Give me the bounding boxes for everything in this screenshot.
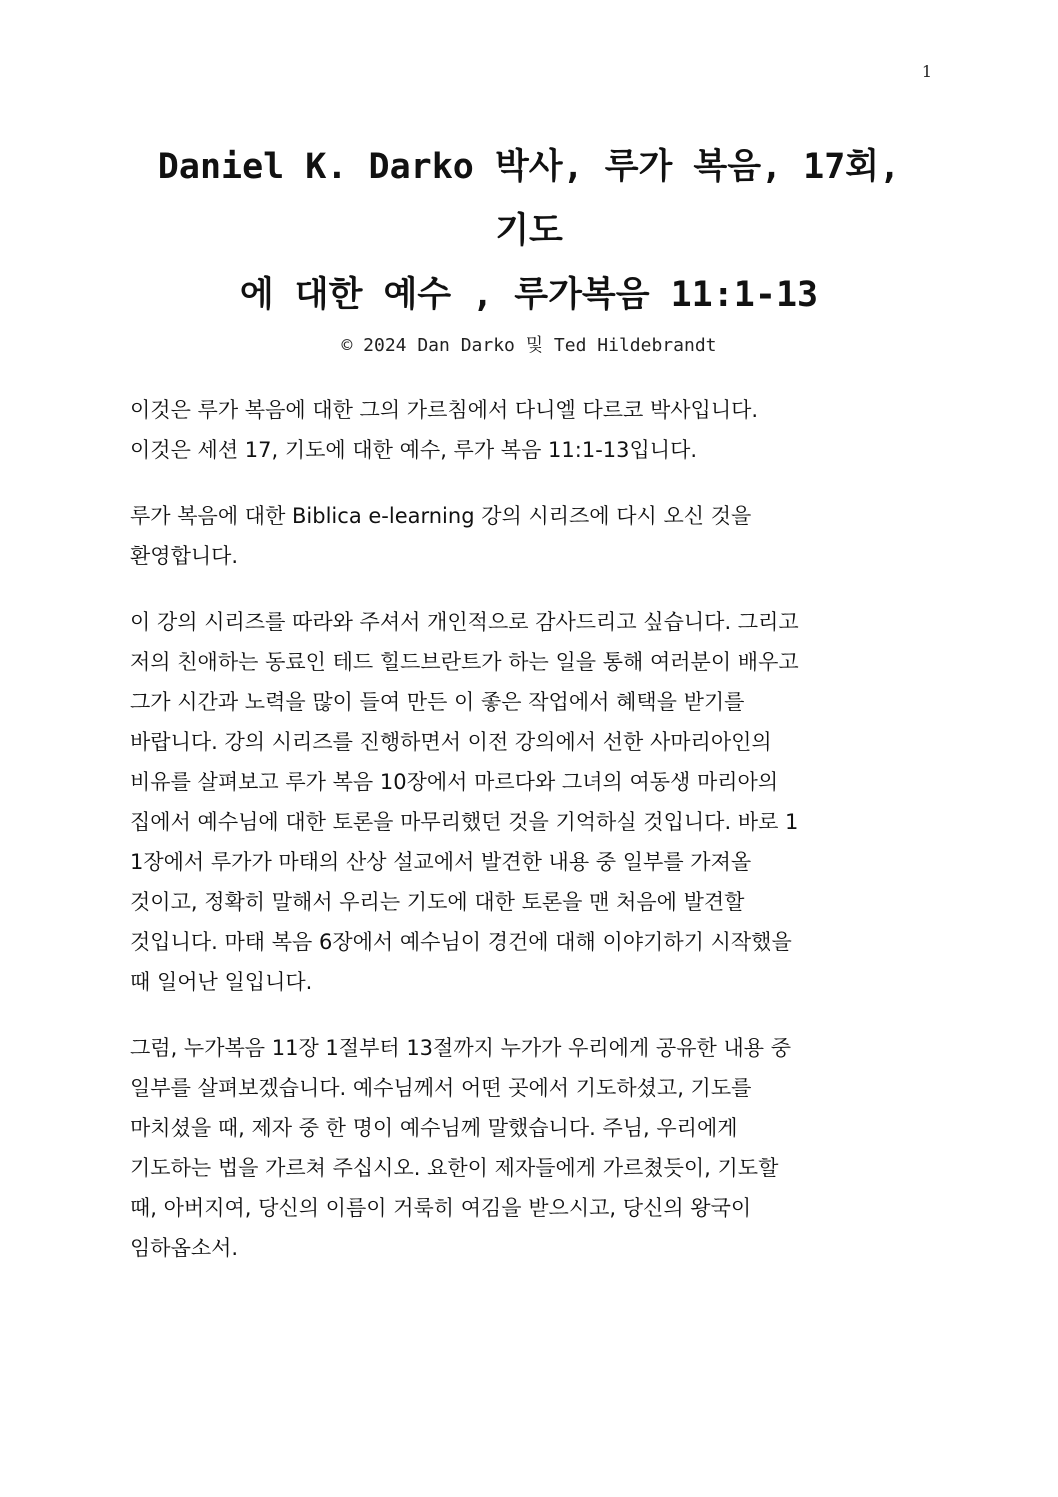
paragraph-line: 일부를 살펴보겠습니다. 예수님께서 어떤 곳에서 기도하셨고, 기도를: [130, 1076, 752, 1100]
title-line-3: 에 대한 예수 , 루가복음 11:1-13: [239, 275, 819, 315]
title-line-2: 기도: [495, 211, 563, 251]
paragraph-line: 비유를 살펴보고 루가 복음 10장에서 마르다와 그녀의 여동생 마리아의: [130, 770, 779, 794]
page-number: 1: [921, 62, 932, 81]
paragraph-line: 임하옵소서.: [130, 1236, 239, 1260]
title-block: [110, 135, 948, 359]
paragraph-line: 바랍니다. 강의 시리즈를 진행하면서 이전 강의에서 선한 사마리아인의: [130, 730, 772, 754]
paragraph-line: 그가 시간과 노력을 많이 들여 만든 이 좋은 작업에서 혜택을 받기를: [130, 690, 745, 714]
body-text: [130, 390, 930, 1294]
paragraph-line: 환영합니다.: [130, 544, 239, 568]
paragraph-line: 루가 복음에 대한 Biblica e-learning 강의 시리즈에 다시 오신 것을: [130, 504, 752, 528]
paragraph-line: 기도하는 법을 가르쳐 주십시오. 요한이 제자들에게 가르쳤듯이, 기도할: [130, 1156, 779, 1180]
paragraph-line: 그럼, 누가복음 11장 1절부터 13절까지 누가가 우리에게 공유한 내용 중: [130, 1036, 791, 1060]
copyright-line: © 2024 Dan Darko 및 Ted Hildebrandt: [341, 335, 717, 356]
paragraph-line: 이것은 루가 복음에 대한 그의 가르침에서 다니엘 다르코 박사입니다.: [130, 398, 759, 422]
paragraph-2: [130, 496, 930, 576]
title-line-1: Daniel K. Darko 박사, 루가 복음, 17회,: [157, 147, 901, 187]
paragraph-line: 때, 아버지여, 당신의 이름이 거룩히 여김을 받으시고, 당신의 왕국이: [130, 1196, 752, 1220]
paragraph-line: 마치셨을 때, 제자 중 한 명이 예수님께 말했습니다. 주님, 우리에게: [130, 1116, 738, 1140]
paragraph-line: 이 강의 시리즈를 따라와 주셔서 개인적으로 감사드리고 싶습니다. 그리고: [130, 610, 799, 634]
paragraph-line: 것이고, 정확히 말해서 우리는 기도에 대한 토론을 맨 처음에 발견할: [130, 890, 745, 914]
paragraph-4: [130, 1028, 930, 1268]
paragraph-line: 것입니다. 마태 복음 6장에서 예수님이 경건에 대해 이야기하기 시작했을: [130, 930, 792, 954]
paragraph-3: [130, 602, 930, 1002]
paragraph-1: [130, 390, 930, 470]
paragraph-line: 때 일어난 일입니다.: [130, 970, 313, 994]
paragraph-line: 1장에서 루가가 마태의 산상 설교에서 발견한 내용 중 일부를 가져올: [130, 850, 752, 874]
paragraph-line: 집에서 예수님에 대한 토론을 마무리했던 것을 기억하실 것입니다. 바로 1: [130, 810, 799, 834]
paragraph-line: 저의 친애하는 동료인 테드 힐드브란트가 하는 일을 통해 여러분이 배우고: [130, 650, 799, 674]
paragraph-line: 이것은 세션 17, 기도에 대한 예수, 루가 복음 11:1-13입니다.: [130, 438, 698, 462]
